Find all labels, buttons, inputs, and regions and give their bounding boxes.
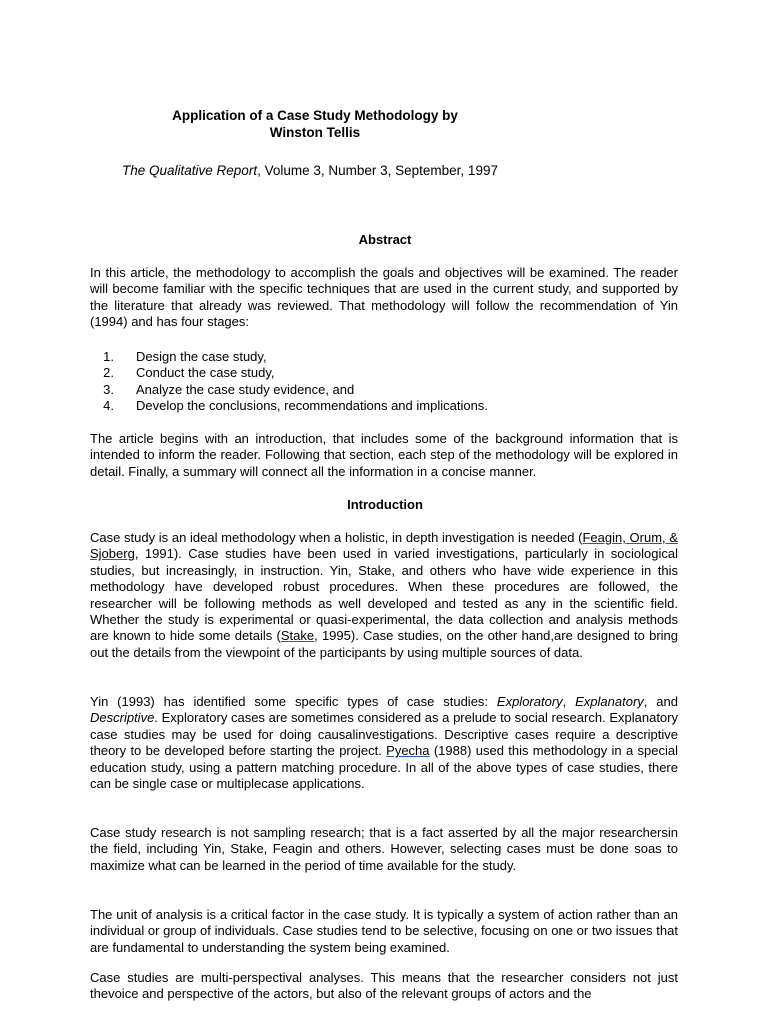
intro-paragraph-3: Case study research is not sampling research; that is a fact asserted by all the major researchersin the field, including Yin, Stake, Feagin and others. However, selecting cases must be done soas to maximize what can be learned in the period of time available for the study. [90,825,678,873]
article-title [0,108,630,141]
abstract-body [90,265,678,331]
introduction-body [90,530,678,661]
abstract-paragraph-1: In this article, the methodology to accomplish the goals and objectives will be examined. The reader will become familiar with the specific techniques that are used in the current study, and supported by the literature that already was reviewed. That methodology will follow the recommendation of Yin (1994) and has four stages: [90,265,678,330]
intro-paragraph-3-container [90,825,678,874]
list-item: 1. Design the case study, [103,349,267,364]
citation-details: , Volume 3, Number 3, September, 1997 [257,163,498,178]
feagin-citation-link[interactable]: Feagin, Orum, & Sjoberg [90,530,678,562]
citation [122,163,498,179]
title-line-2: Winston Tellis [269,124,361,140]
title-line-1: Application of a Case Study Methodology by [172,108,458,123]
stages-list-container [90,349,678,415]
list-item: 3. Analyze the case study evidence, and [103,381,355,397]
list-item: 4. Develop the conclusions, recommendations and implications. [103,398,488,414]
stages-list [90,349,678,415]
intro-paragraph-2-container [90,694,678,792]
abstract-paragraph-2-container [90,431,678,480]
intro-paragraph-4-container [90,907,678,956]
list-item: 2. Conduct the case study, [103,365,275,381]
intro-paragraph-5-container [90,970,678,1003]
intro-paragraph-4: The unit of analysis is a critical factor in the case study. It is typically a system of action rather than an individual or group of individuals. Case studies tend to be selective, focusing on one or two issues that are fundamental to understanding the system being examined. [90,907,678,955]
abstract-heading: Abstract [358,232,412,247]
abstract-paragraph-2: The article begins with an introduction, that includes some of the background information that is intended to inform the reader. Following that section, each step of the methodology will be explored in detail. Finally, a summary will connect all the information in a concise manner. [90,431,678,479]
intro-paragraph-5: Case studies are multi-perspectival analyses. This means that the researcher considers not just thevoice and perspective of the actors, but also of the relevant groups of actors and the [90,970,678,1002]
intro-paragraph-2: Yin (1993) has identified some specific types of case studies: Exploratory, Explanatory, and Descriptive. Exploratory cases are sometimes considered as a prelude to social research. Explanatory case studies may be used for doing causalinvestigations. Descriptive cases require a descriptive theory to be developed before starting the project. Pyecha (1988) used this methodology in a special education study, using a pattern matching procedure. In all of the above types of case studies, there can be single case or multiplecase applications. [90,694,678,792]
journal-name: The Qualitative Report [122,163,258,178]
intro-paragraph-1: Case study is an ideal methodology when a holistic, in depth investigation is needed (Feagin, Orum, & Sjoberg, 1991). Case studies have been used in varied investigations, particularly in sociological studies, but increasingly, in instruction. Yin, Stake, and others who have wide experience in this methodology have developed robust procedures. When these procedures are followed, the researcher will be following methods as well developed and tested as any in the scientific field. Whether the study is experimental or quasi-experimental, the data collection and analysis methods are known to hide some details (Stake, 1995). Case studies, on the other hand,are designed to bring out the details from the viewpoint of the participants by using multiple sources of data. [90,530,679,660]
stake-citation-link[interactable]: Stake [280,628,315,644]
pyecha-citation-link[interactable]: Pyecha [386,743,430,759]
introduction-heading: Introduction [347,497,423,512]
